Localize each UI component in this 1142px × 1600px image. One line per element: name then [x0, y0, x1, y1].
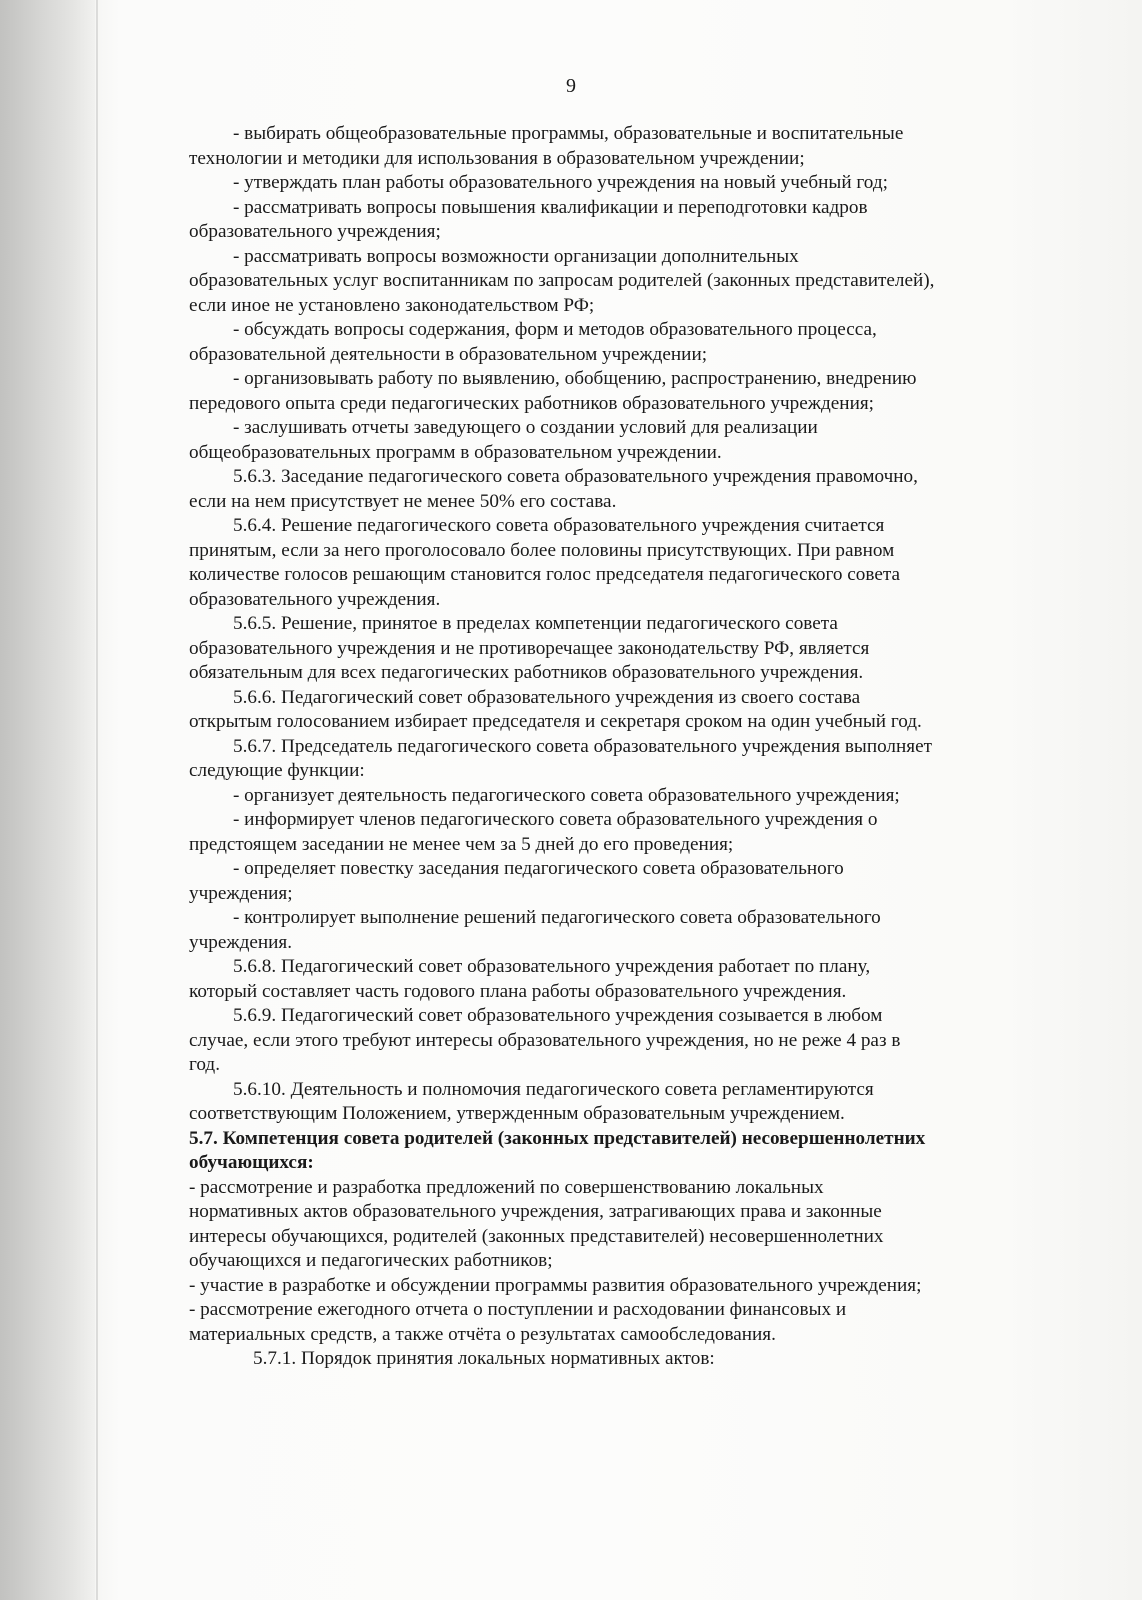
text-line: - обсуждать вопросы содержания, форм и методов образовательного процесса, — [233, 319, 877, 340]
text-line: 5.6.9. Педагогический совет образовательного учреждения созывается в любом — [233, 1005, 883, 1026]
text-line: - рассмотрение ежегодного отчета о поступлении и расходовании финансовых и — [189, 1299, 847, 1320]
text-line: образовательного учреждения и не противоречащее законодательству РФ, является — [189, 637, 870, 659]
text-line: материальных средств, а также отчёта о результатах самообследования. — [189, 1323, 776, 1345]
text-line: случае, если этого требуют интересы образовательного учреждения, но не реже 4 раз в — [189, 1029, 901, 1051]
text-line: 5.6.7. Председатель педагогического совета образовательного учреждения выполняет — [233, 735, 932, 757]
text-line: передового опыта среди педагогических работников образовательного учреждения; — [189, 392, 875, 414]
text-line: - определяет повестку заседания педагогического совета образовательного — [233, 858, 844, 879]
text-line: - утверждать план работы образовательного учреждения на новый учебный год; — [233, 172, 888, 193]
text-line: - организует деятельность педагогического совета образовательного учреждения; — [233, 784, 900, 806]
text-line: 5.6.10. Деятельность и полномочия педагогического совета регламентируются — [233, 1078, 874, 1100]
text-line: общеобразовательных программ в образовательном учреждении. — [189, 441, 722, 463]
text-line: - выбирать общеобразовательные программы, образовательные и воспитательные — [233, 123, 904, 144]
section-heading-line: 5.7. Компетенция совета родителей (законных представителей) несовершеннолетних — [189, 1127, 926, 1149]
text-line: обучающихся и педагогических работников; — [189, 1250, 553, 1271]
text-line: образовательного учреждения; — [189, 221, 441, 242]
text-line: учреждения; — [189, 882, 293, 904]
text-line: 5.6.8. Педагогический совет образовательного учреждения работает по плану, — [233, 956, 871, 977]
text-line: образовательных услуг воспитанникам по запросам родителей (законных представителей), — [189, 270, 935, 291]
text-line: нормативных актов образовательного учреждения, затрагивающих права и законные — [189, 1201, 882, 1222]
text-line: который составляет часть годового плана работы образовательного учреждения. — [189, 980, 847, 1002]
text-line: следующие функции: — [189, 760, 365, 781]
text-line: учреждения. — [189, 931, 293, 953]
text-line: 5.6.3. Заседание педагогического совета образовательного учреждения правомочно, — [233, 466, 918, 487]
text-line: - рассматривать вопросы возможности организации дополнительных — [233, 245, 799, 267]
text-line: 5.6.6. Педагогический совет образовательного учреждения из своего состава — [233, 686, 861, 708]
document-body — [189, 122, 1014, 1372]
text-line: если на нем присутствует не менее 50% его состава. — [189, 490, 617, 512]
text-line: - рассмотрение и разработка предложений по совершенствованию локальных — [189, 1176, 824, 1198]
text-line: технологии и методики для использования в образовательном учреждении; — [189, 147, 805, 169]
text-line: интересы обучающихся, родителей (законных представителей) несовершеннолетних — [189, 1225, 884, 1247]
scan-shadow-edge — [0, 0, 95, 1600]
text-line: предстоящем заседании не менее чем за 5 дней до его проведения; — [189, 833, 734, 855]
text-line: - информирует членов педагогического совета образовательного учреждения о — [233, 809, 878, 830]
section-heading-line: обучающихся: — [189, 1152, 314, 1173]
text-line: 5.6.4. Решение педагогического совета образовательного учреждения считается — [233, 515, 885, 536]
text-line: открытым голосованием избирает председателя и секретаря сроком на один учебный год. — [189, 711, 922, 732]
text-line: - участие в разработке и обсуждении программы развития образовательного учреждения; — [189, 1274, 922, 1296]
text-line: год. — [189, 1054, 220, 1075]
text-line: - заслушивать отчеты заведующего о создании условий для реализации — [233, 417, 818, 438]
text-line: образовательной деятельности в образовательном учреждении; — [189, 343, 708, 365]
text-line: принятым, если за него проголосовало более половины присутствующих. При равном — [189, 539, 895, 561]
text-line: - контролирует выполнение решений педагогического совета образовательного — [233, 907, 881, 928]
text-line: 5.6.5. Решение, принятое в пределах компетенции педагогического совета — [233, 613, 838, 634]
text-line: если иное не установлено законодательством РФ; — [189, 294, 595, 316]
text-line: количестве голосов решающим становится голос председателя педагогического совета — [189, 564, 901, 585]
page-number: 9 — [566, 75, 576, 97]
text-line: соответствующим Положением, утвержденным образовательным учреждением. — [189, 1103, 845, 1124]
text-line: - рассматривать вопросы повышения квалификации и переподготовки кадров — [233, 196, 868, 218]
text-line: образовательного учреждения. — [189, 588, 441, 610]
text-line: - организовывать работу по выявлению, обобщению, распространению, внедрению — [233, 368, 917, 389]
text-line: 5.7.1. Порядок принятия локальных нормативных актов: — [253, 1348, 715, 1369]
scan-fold-line — [96, 0, 98, 1600]
text-line: обязательным для всех педагогических работников образовательного учреждения. — [189, 662, 864, 683]
